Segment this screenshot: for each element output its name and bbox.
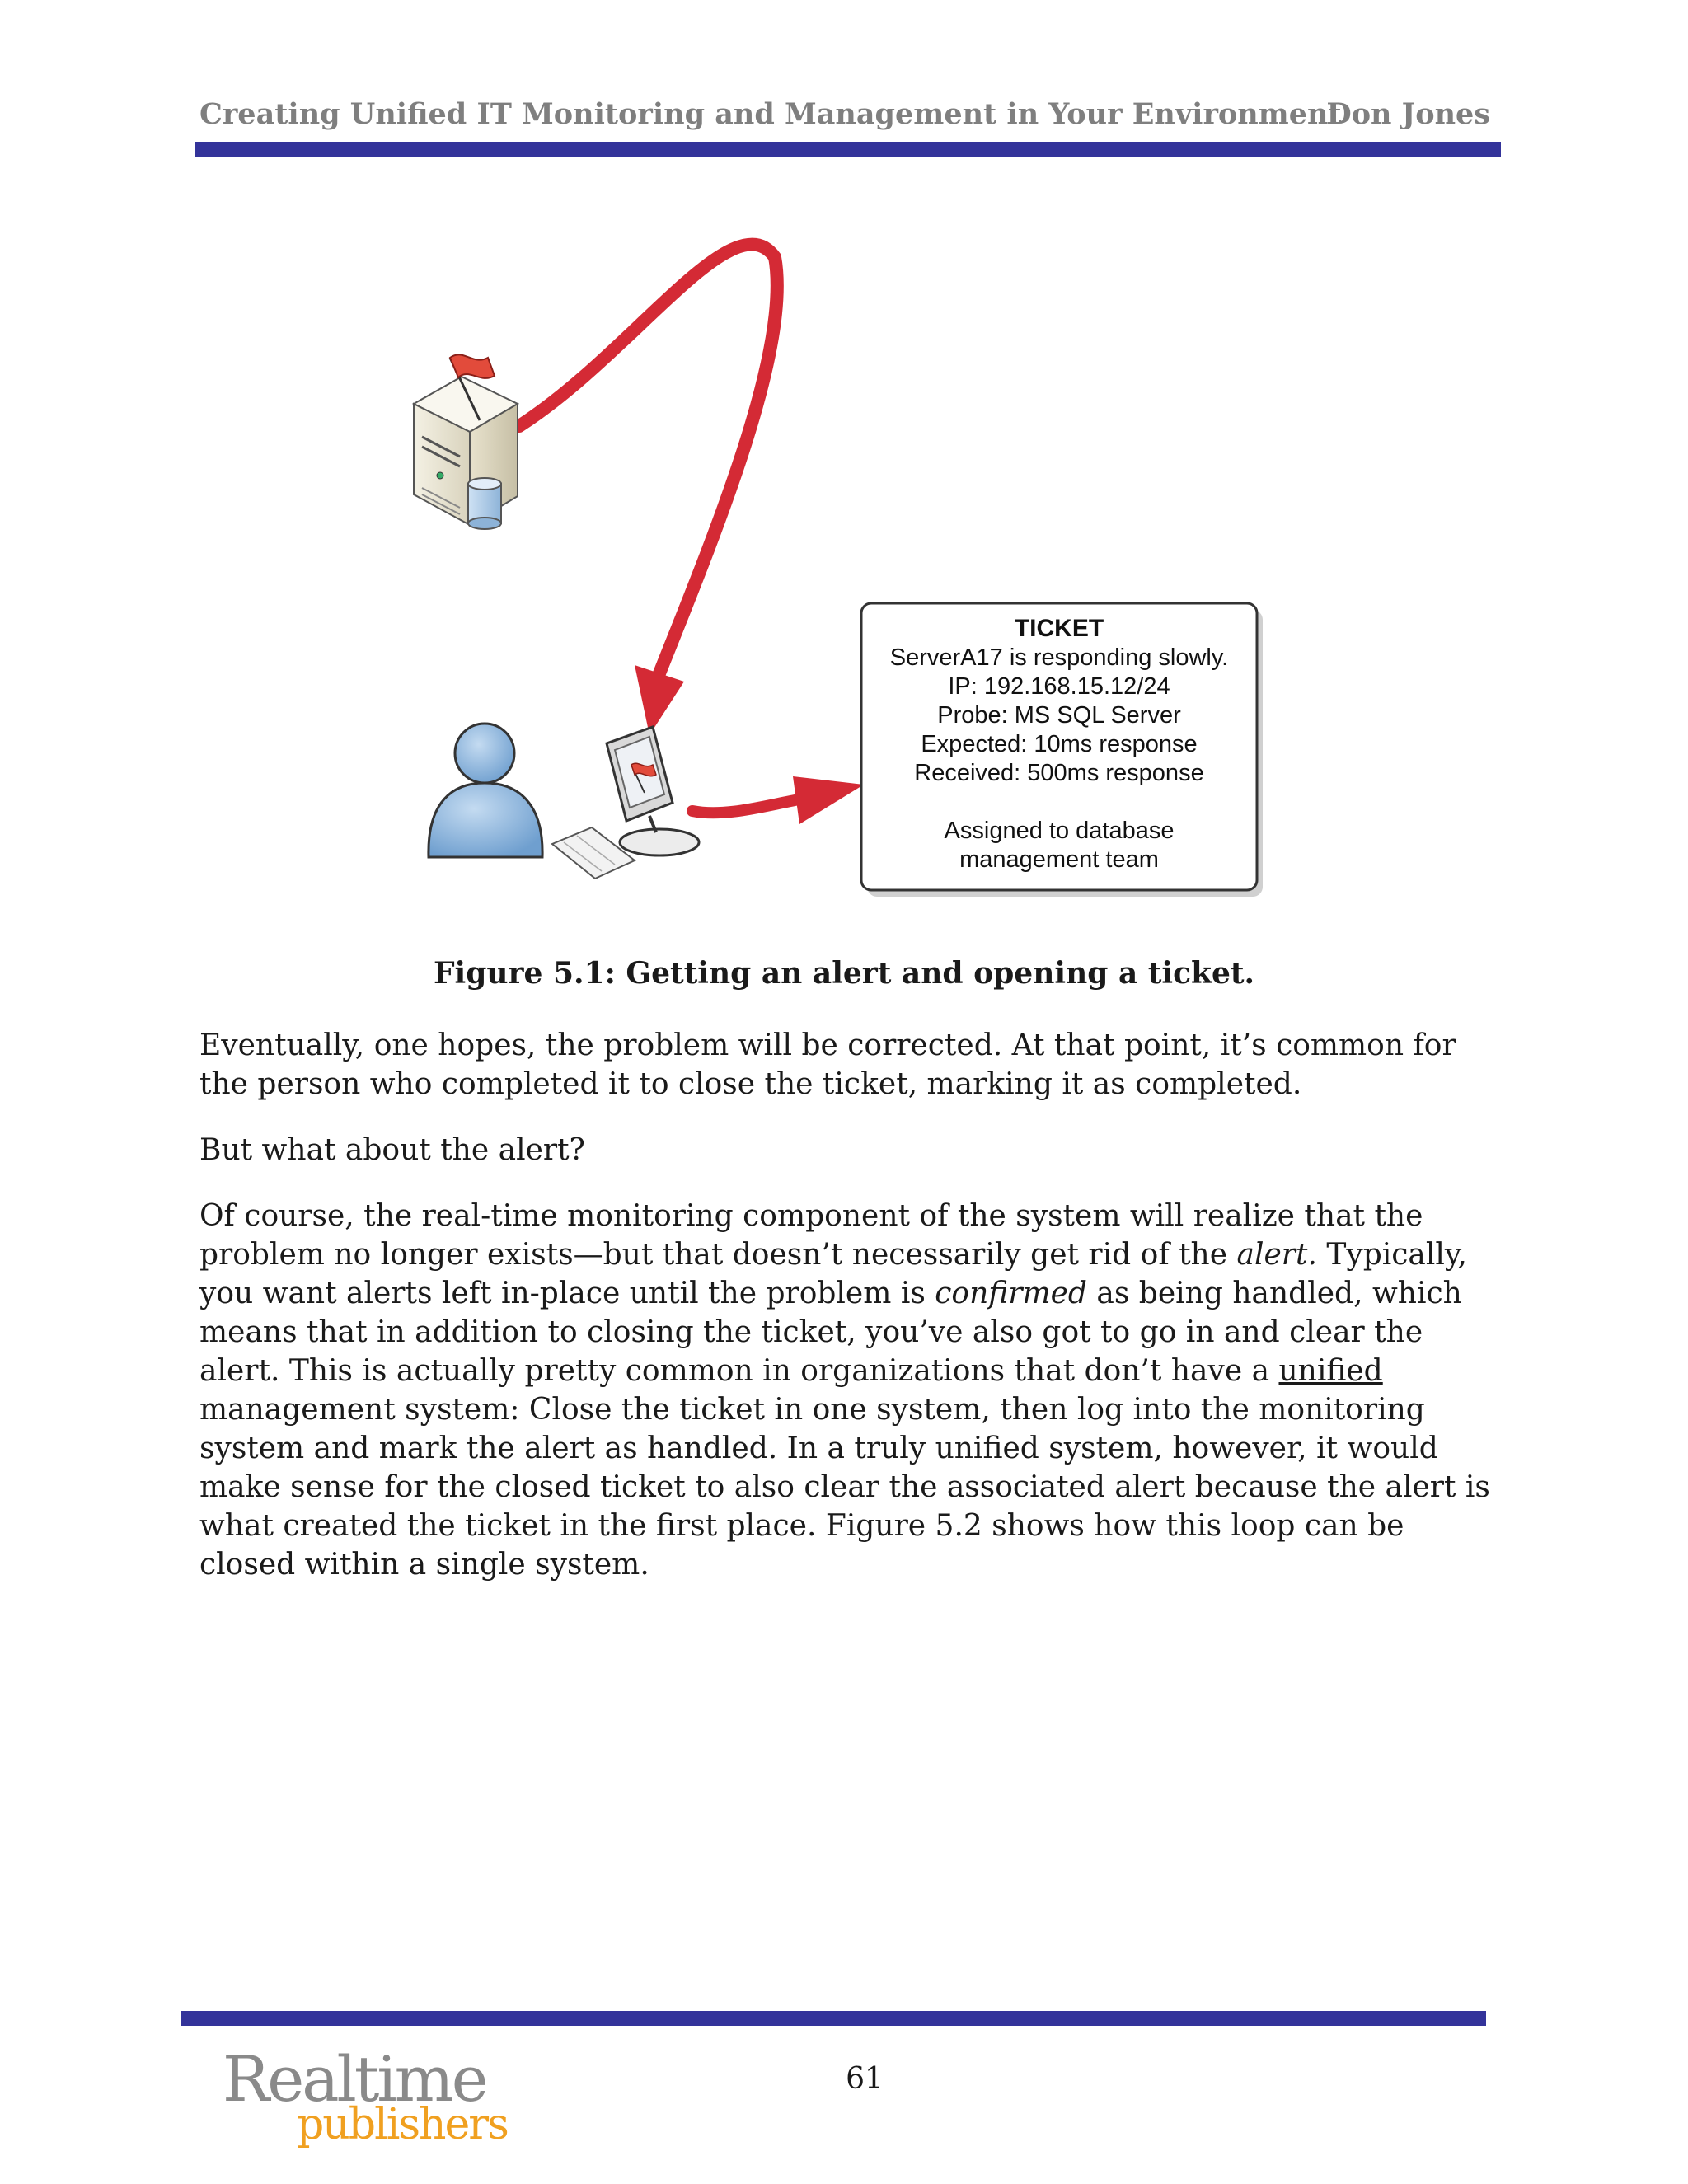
monitor-icon xyxy=(607,727,699,855)
ticket-line: management team xyxy=(959,846,1159,873)
person-icon xyxy=(429,724,542,857)
ticket-arrow-line xyxy=(692,799,799,813)
ticket-line: ServerA17 is responding slowly. xyxy=(889,644,1229,671)
ticket-line: Expected: 10ms response xyxy=(921,731,1198,757)
emphasis-alert: alert. xyxy=(1236,1238,1317,1272)
publisher-logo xyxy=(223,2042,508,2158)
text-run: Of course, the real-time monitoring component of the system will realize that the problem no longer exists—but that doesn’t necessarily get rid of the xyxy=(199,1199,1423,1272)
ticket-line: Assigned to database xyxy=(944,818,1175,844)
figure-caption: Figure 5.1: Getting an alert and opening a ticket. xyxy=(433,956,1255,991)
header-rule xyxy=(195,142,1501,157)
logo-realtime: Realtime xyxy=(223,2042,486,2116)
logo-publishers: publishers xyxy=(297,2100,508,2149)
server-icon xyxy=(414,377,518,525)
emphasis-confirmed: confirmed xyxy=(935,1277,1087,1310)
database-icon xyxy=(468,478,501,529)
alert-arrow-head xyxy=(635,665,684,735)
underlined-unified: unified xyxy=(1278,1354,1383,1388)
document-title: Creating Unified IT Monitoring and Management in Your Environment xyxy=(199,97,1342,131)
author-name: Don Jones xyxy=(1326,97,1490,131)
ticket-line: Received: 500ms response xyxy=(914,760,1204,786)
page-header xyxy=(199,97,1490,138)
ticket-arrow-head xyxy=(793,776,864,824)
ticket-line: IP: 192.168.15.12/24 xyxy=(948,673,1170,700)
body-text xyxy=(199,1026,1502,1611)
keyboard-icon xyxy=(552,827,635,879)
footer-rule xyxy=(181,2011,1486,2026)
text-run: as being handled, which means that in addition to closing the ticket, you’ve also got to go in and clear the alert. This is actually pretty common in organizations that don’t have a xyxy=(199,1277,1462,1388)
text-run: Typically, you want alerts left in-place until the problem is xyxy=(199,1238,1467,1310)
ticket-line: Probe: MS SQL Server xyxy=(937,702,1181,729)
ticket-box xyxy=(861,603,1263,897)
paragraph: Eventually, one hopes, the problem will be corrected. At that point, it’s common for the person who completed it to close the ticket, marking it as completed. xyxy=(199,1029,1456,1101)
figure-alert-ticket xyxy=(387,216,1311,925)
text-run: management system: Close the ticket in one system, then log into the monitoring system and mark the alert as handled. In a truly unified system, however, it would make sense for the closed ticket to also clear the associated alert because the alert is what created the ticket in the first place. Figure 5.2 shows how this loop can be closed within a single system. xyxy=(199,1393,1490,1582)
alert-arrow-curve xyxy=(519,245,777,673)
paragraph xyxy=(199,1197,1502,1584)
paragraph: But what about the alert? xyxy=(199,1133,585,1167)
page-number: 61 xyxy=(846,2062,884,2096)
ticket-title: TICKET xyxy=(1014,615,1104,642)
